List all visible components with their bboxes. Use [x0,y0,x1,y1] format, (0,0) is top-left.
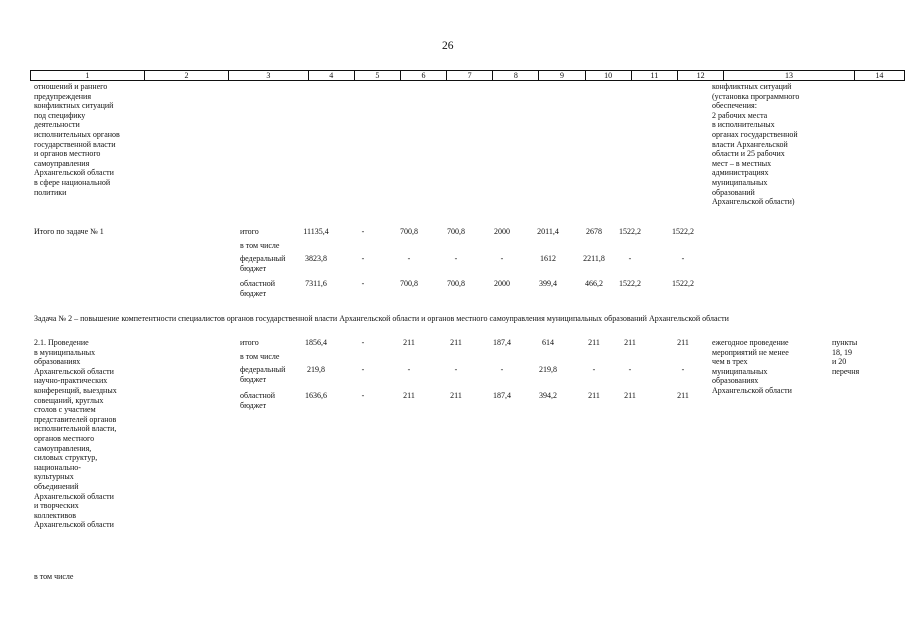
value-cell: 2211,8 [583,254,605,263]
value-cell: 1612 [540,254,556,263]
value-cell: 1522,2 [619,227,641,236]
value-cell: - [361,254,365,263]
result-line: ежегодное проведение [712,338,789,347]
value-cell: 700,8 [447,279,465,288]
activity-name-line: в сфере национальной [34,178,111,187]
activity-name-line: под специфику [34,110,86,120]
value-cell: - [628,254,632,263]
result-line: чем в трех [712,357,748,367]
result-line: органах государственной [712,130,798,139]
value-cell: - [681,365,685,374]
activity-name-line: государственной власти [34,139,116,149]
value-cell: - [500,365,504,374]
activity-name-line: культурных [34,472,74,482]
reference-line: 18, 19 [832,347,852,357]
value-cell: 3823,8 [305,254,327,263]
value-cell: - [500,254,504,263]
value-cell: 219,8 [307,365,325,374]
reference-line: пункты [832,338,858,347]
header-cell-14: 14 [854,71,904,81]
activity-name-line: предупреждения [34,91,92,101]
activity-name-line: научно-практических [34,376,108,386]
value-cell: 2678 [586,227,602,236]
activity-name-line: и творческих [34,501,79,511]
value-cell: - [454,365,458,374]
value-cell: - [407,254,411,263]
value-cell: 219,8 [539,365,557,374]
value-cell: 614 [542,338,554,347]
activity-name-line: политики [34,187,67,197]
value-cell: - [628,365,632,374]
budget-label: итого [240,227,259,236]
value-cell: 466,2 [585,279,603,288]
activity-name-line: в муниципальных [34,347,96,357]
activity-name-line: самоуправления [34,158,90,168]
header-cell-4: 4 [308,71,354,81]
value-cell: 2011,4 [537,227,559,236]
activity-name-line: конфликтных ситуаций [34,101,114,111]
budget-label: федеральный бюджет [240,254,286,273]
budget-label: в том числе [240,352,280,361]
value-cell: 187,4 [493,391,511,400]
value-cell: 1522,2 [672,227,694,236]
value-cell: 1856,4 [305,338,327,347]
activity-name-line: столов с участием [34,405,96,415]
page-number: 26 [442,40,454,52]
header-cell-11: 11 [631,71,677,81]
header-cell-10: 10 [585,71,631,81]
value-cell: 700,8 [400,279,418,288]
result-line: Архангельской области) [712,197,795,207]
result-line: в исполнительных [712,120,775,130]
value-cell: 211 [450,391,462,400]
value-cell: 211 [677,338,689,347]
value-cell: 211 [450,338,462,347]
result-line: области и 25 рабочих [712,149,785,159]
activity-name-line: коллективов [34,510,76,520]
header-cell-6: 6 [400,71,446,81]
value-cell: 7311,6 [305,279,327,288]
value-cell: 211 [403,391,415,400]
header-cell-13: 13 [724,71,855,81]
value-cell: 11135,4 [303,227,329,236]
value-cell: 211 [624,338,636,347]
activity-name-line: самоуправления, [34,443,92,453]
activity-name-line: исполнительной власти, [34,424,117,434]
activity-name-line: Архангельской области [34,366,114,376]
result-line: мероприятий не менее [712,347,789,357]
header-cell-1: 1 [31,71,145,81]
activity-name-line: Архангельской области [34,168,114,178]
header-cell-9: 9 [539,71,585,81]
result-line: обеспечения: [712,101,757,111]
value-cell: 211 [403,338,415,347]
value-cell: 394,2 [539,391,557,400]
result-line: (установка программного [712,91,800,101]
value-cell: - [454,254,458,263]
value-cell: 2000 [494,227,510,236]
budget-label: в том числе [240,241,280,250]
result-line: 2 рабочих места [712,110,768,120]
activity-name-line: совещаний, круглых [34,395,104,405]
activity-name-line: представителей органов [34,414,117,424]
budget-label: областной бюджет [240,391,276,410]
activity-name-line: отношений и раннего [34,82,108,91]
value-cell: - [361,279,365,288]
value-cell: 211 [588,391,600,400]
value-cell: 700,8 [400,227,418,236]
task-heading: Задача № 2 – повышение компетентности специалистов органов государственной власти Архангельской области и органов местного самоуправления муниципальных образований Архангельской области [34,314,729,323]
value-cell: 1522,2 [619,279,641,288]
header-cell-3: 3 [229,71,308,81]
activity-name-line: 2.1. Проведение [34,338,89,347]
activity-name-line: исполнительных органов [34,130,120,139]
value-cell: 700,8 [447,227,465,236]
activity-name-line: силовых структур, [34,453,98,463]
value-cell: 211 [624,391,636,400]
result-line: Архангельской области [712,386,792,395]
value-cell: - [361,365,365,374]
task-total-label: Итого по задаче № 1 [34,227,104,236]
activity-name-line: конференций, выездных [34,386,117,395]
footer-text: в том числе [34,572,74,581]
value-cell: - [592,365,596,374]
result-line: мест – в местных [712,158,772,168]
value-cell: 187,4 [493,338,511,347]
result-line: образованиях [712,376,759,386]
activity-name-line: Архангельской области [34,520,114,530]
reference-line: перечня [832,366,860,376]
header-cell-5: 5 [354,71,400,81]
result-line: администрациях [712,168,769,178]
activity-name-line: деятельности [34,120,80,130]
activity-name-line: органов местного [34,434,95,443]
value-cell: 2000 [494,279,510,288]
result-line: конфликтных ситуаций [712,82,792,91]
value-cell: 1636,6 [305,391,327,400]
value-cell: - [681,254,685,263]
value-cell: - [361,391,365,400]
reference-line: и 20 [832,357,847,367]
value-cell: - [361,338,365,347]
value-cell: 211 [677,391,689,400]
header-cell-12: 12 [678,71,724,81]
result-line: муниципальных [712,178,768,187]
value-cell: - [361,227,365,236]
result-line: власти Архангельской [712,139,788,149]
budget-label: областной бюджет [240,279,276,298]
budget-label: итого [240,338,259,347]
value-cell: - [407,365,411,374]
activity-name-line: образованиях [34,357,81,367]
result-line: муниципальных [712,366,768,376]
activity-name-line: национально- [34,462,81,472]
header-cell-7: 7 [447,71,493,81]
value-cell: 211 [588,338,600,347]
column-number-header [30,70,905,81]
activity-name-line: и органов местного [34,149,101,159]
result-line: образований [712,187,755,197]
header-cell-8: 8 [493,71,539,81]
activity-name-line: Архангельской области [34,491,114,501]
budget-label: федеральный бюджет [240,365,286,384]
value-cell: 1522,2 [672,279,694,288]
activity-name-line: объединений [34,482,79,491]
header-cell-2: 2 [144,71,228,81]
value-cell: 399,4 [539,279,557,288]
